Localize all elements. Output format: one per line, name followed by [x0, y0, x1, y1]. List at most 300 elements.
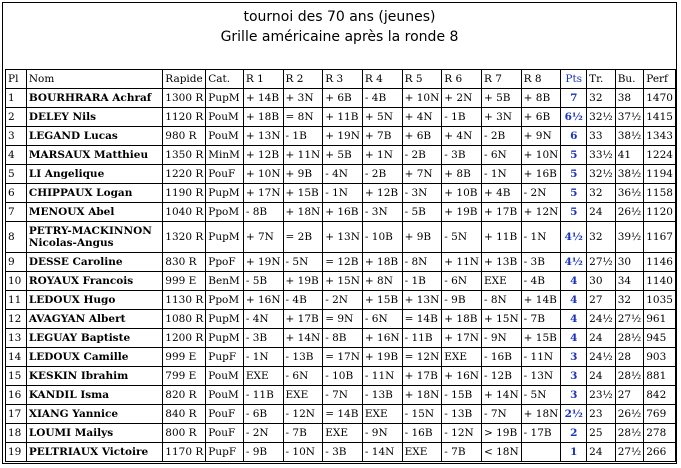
round-result-cell: + 11N [283, 146, 323, 165]
round-result-cell: + 8B [442, 165, 482, 184]
performance-cell: 1224 [644, 146, 676, 165]
place-cell: 5 [6, 165, 27, 184]
round-result-cell: + 8B [521, 89, 561, 108]
table-row [6, 386, 676, 405]
points-cell: 4 [561, 310, 587, 329]
category-cell: PupF [206, 443, 244, 462]
round-result-cell: = 12N [402, 348, 442, 367]
round-result-cell: + 12N [521, 203, 561, 222]
round-result-cell: - 4N [323, 165, 363, 184]
round-result-cell: + 15B [521, 329, 561, 348]
category-cell: PupF [206, 348, 244, 367]
category-cell: PouF [206, 424, 244, 443]
round-result-cell [521, 443, 561, 462]
category-cell: PouF [206, 405, 244, 424]
rating-cell: 1080 R [163, 310, 206, 329]
tiebreak-tr-cell: 24½ [587, 310, 616, 329]
tiebreak-bu-cell: 27 [615, 386, 644, 405]
performance-cell: 1470 [644, 89, 676, 108]
place-cell: 15 [6, 367, 27, 386]
rating-cell: 820 R [163, 386, 206, 405]
player-name-cell: LEGUAY Baptiste [26, 329, 162, 348]
round-result-cell: + 19B [442, 203, 482, 222]
table-row [6, 424, 676, 443]
standings-body [6, 89, 676, 462]
tiebreak-tr-cell: 23 [587, 405, 616, 424]
round-result-cell: + 17B [402, 367, 442, 386]
round-result-cell: + 9N [521, 127, 561, 146]
rating-cell: 1300 R [163, 89, 206, 108]
performance-cell: 945 [644, 329, 676, 348]
tiebreak-bu-cell: 28 [615, 348, 644, 367]
tiebreak-bu-cell: 26½ [615, 203, 644, 222]
round-result-cell: - 9N [362, 424, 402, 443]
round-result-cell: - 6N [481, 146, 521, 165]
tiebreak-bu-cell: 41 [615, 146, 644, 165]
points-cell: 4 [561, 272, 587, 291]
category-cell: PupM [206, 329, 244, 348]
table-row [6, 272, 676, 291]
table-row [6, 108, 676, 127]
round-result-cell: - 3N [402, 184, 442, 203]
column-header: R 8 [521, 70, 561, 89]
performance-cell: 961 [644, 310, 676, 329]
round-result-cell: > 19B [481, 424, 521, 443]
round-result-cell: - 11B [243, 386, 283, 405]
round-result-cell: + 19N [323, 127, 363, 146]
round-result-cell: + 5N [362, 108, 402, 127]
round-result-cell: - 9B [442, 291, 482, 310]
points-cell: 1 [561, 443, 587, 462]
round-result-cell: + 13N [243, 127, 283, 146]
performance-cell: 903 [644, 348, 676, 367]
place-cell: 1 [6, 89, 27, 108]
points-cell: 5 [561, 165, 587, 184]
place-cell: 8 [6, 222, 27, 253]
tiebreak-tr-cell: 23½ [587, 386, 616, 405]
points-cell: 5 [561, 184, 587, 203]
round-result-cell: + 15N [323, 272, 363, 291]
round-result-cell: + 15B [362, 291, 402, 310]
round-result-cell: + 13N [323, 222, 363, 253]
tiebreak-tr-cell: 24 [587, 367, 616, 386]
table-row [6, 367, 676, 386]
performance-cell: 1194 [644, 165, 676, 184]
column-header: Pts [561, 70, 587, 89]
tiebreak-tr-cell: 24 [587, 203, 616, 222]
table-row [6, 443, 676, 462]
round-result-cell: EXE [323, 424, 363, 443]
round-result-cell: - 3B [323, 443, 363, 462]
round-result-cell: - 13B [283, 348, 323, 367]
table-row [6, 165, 676, 184]
round-result-cell: - 2N [243, 424, 283, 443]
tiebreak-bu-cell: 37½ [615, 108, 644, 127]
rating-cell: 999 E [163, 272, 206, 291]
player-name-cell: MENOUX Abel [26, 203, 162, 222]
round-result-cell: = 14B [323, 405, 363, 424]
table-row [6, 127, 676, 146]
round-result-cell: + 14B [243, 89, 283, 108]
player-name-cell: PETRY-MACKINNON Nicolas-Angus [26, 222, 162, 253]
round-result-cell: EXE [243, 367, 283, 386]
round-result-cell: + 17B [283, 310, 323, 329]
column-header: Bu. [615, 70, 644, 89]
performance-cell: 1120 [644, 203, 676, 222]
points-cell: 6 [561, 127, 587, 146]
performance-cell: 881 [644, 367, 676, 386]
round-result-cell: - 12B [481, 367, 521, 386]
tiebreak-tr-cell: 24 [587, 329, 616, 348]
round-result-cell: + 7N [243, 222, 283, 253]
place-cell: 9 [6, 253, 27, 272]
round-result-cell: - 12N [283, 405, 323, 424]
rating-cell: 1170 R [163, 443, 206, 462]
place-cell: 19 [6, 443, 27, 462]
round-result-cell: + 17B [481, 203, 521, 222]
round-result-cell: + 4B [481, 184, 521, 203]
place-cell: 2 [6, 108, 27, 127]
rating-cell: 840 R [163, 405, 206, 424]
place-cell: 4 [6, 146, 27, 165]
place-cell: 14 [6, 348, 27, 367]
round-result-cell: - 1B [402, 272, 442, 291]
category-cell: PouM [206, 108, 244, 127]
place-cell: 12 [6, 310, 27, 329]
table-row [6, 329, 676, 348]
place-cell: 18 [6, 424, 27, 443]
player-name-cell: DELEY Nils [26, 108, 162, 127]
round-result-cell: + 17N [243, 184, 283, 203]
round-result-cell: + 11B [481, 222, 521, 253]
table-row [6, 184, 676, 203]
round-result-cell: + 5B [481, 89, 521, 108]
category-cell: PpoM [206, 203, 244, 222]
points-cell: 5 [561, 203, 587, 222]
category-cell: PupM [206, 222, 244, 253]
round-result-cell: - 9N [481, 329, 521, 348]
round-result-cell: - 1N [521, 222, 561, 253]
round-result-cell: + 7N [402, 165, 442, 184]
round-result-cell: - 3B [243, 329, 283, 348]
round-result-cell: + 4N [402, 108, 442, 127]
tiebreak-bu-cell: 28½ [615, 329, 644, 348]
points-cell: 3 [561, 386, 587, 405]
tiebreak-bu-cell: 34 [615, 272, 644, 291]
rating-cell: 1190 R [163, 184, 206, 203]
performance-cell: 769 [644, 405, 676, 424]
round-result-cell: + 6B [402, 127, 442, 146]
place-cell: 16 [6, 386, 27, 405]
place-cell: 6 [6, 184, 27, 203]
round-result-cell: + 16N [442, 367, 482, 386]
tiebreak-tr-cell: 32 [587, 222, 616, 253]
round-result-cell: + 15B [283, 184, 323, 203]
round-result-cell: + 15N [481, 310, 521, 329]
table-row [6, 405, 676, 424]
round-result-cell: + 16N [243, 291, 283, 310]
rating-cell: 1120 R [163, 108, 206, 127]
round-result-cell: - 5B [243, 272, 283, 291]
round-result-cell: + 16N [362, 329, 402, 348]
round-result-cell: + 4N [442, 127, 482, 146]
round-result-cell: + 6B [323, 89, 363, 108]
tiebreak-tr-cell: 24 [587, 443, 616, 462]
player-name-cell: KANDIL Isma [26, 386, 162, 405]
points-cell: 6½ [561, 108, 587, 127]
round-result-cell: - 13B [362, 386, 402, 405]
round-result-cell: - 3B [442, 146, 482, 165]
round-result-cell: - 16B [402, 424, 442, 443]
tiebreak-tr-cell: 32½ [587, 108, 616, 127]
round-result-cell: + 18N [402, 386, 442, 405]
place-cell: 17 [6, 405, 27, 424]
tiebreak-tr-cell: 24½ [587, 348, 616, 367]
round-result-cell: = 17N [323, 348, 363, 367]
tiebreak-bu-cell: 28½ [615, 367, 644, 386]
player-name-cell: LEDOUX Camille [26, 348, 162, 367]
round-result-cell: < 18N [481, 443, 521, 462]
tiebreak-tr-cell: 25 [587, 424, 616, 443]
standings-table [5, 69, 676, 462]
round-result-cell: + 8N [362, 272, 402, 291]
round-result-cell: = 12B [323, 253, 363, 272]
round-result-cell: EXE [442, 348, 482, 367]
performance-cell: 266 [644, 443, 676, 462]
round-result-cell: + 6B [521, 108, 561, 127]
round-result-cell: + 18B [243, 108, 283, 127]
performance-cell: 1146 [644, 253, 676, 272]
round-result-cell: + 1N [362, 146, 402, 165]
round-result-cell: + 18B [442, 310, 482, 329]
round-result-cell: + 5B [323, 146, 363, 165]
category-cell: PouM [206, 367, 244, 386]
round-result-cell: + 12B [243, 146, 283, 165]
rating-cell: 800 R [163, 424, 206, 443]
round-result-cell: + 17N [442, 329, 482, 348]
round-result-cell: + 13B [481, 253, 521, 272]
round-result-cell: - 2N [521, 184, 561, 203]
category-cell: PpoM [206, 291, 244, 310]
round-result-cell: - 5N [283, 253, 323, 272]
round-result-cell: - 6N [362, 310, 402, 329]
place-cell: 7 [6, 203, 27, 222]
points-cell: 4½ [561, 222, 587, 253]
column-header: R 1 [243, 70, 283, 89]
round-result-cell: - 6B [243, 405, 283, 424]
points-cell: 3 [561, 367, 587, 386]
tiebreak-bu-cell: 28½ [615, 424, 644, 443]
round-result-cell: + 9B [402, 222, 442, 253]
category-cell: PouM [206, 386, 244, 405]
round-result-cell: + 16B [323, 203, 363, 222]
player-name-cell: LI Angelique [26, 165, 162, 184]
round-result-cell: + 13N [402, 291, 442, 310]
round-result-cell: + 19N [243, 253, 283, 272]
tiebreak-tr-cell: 33½ [587, 146, 616, 165]
tiebreak-tr-cell: 32 [587, 184, 616, 203]
column-header: R 6 [442, 70, 482, 89]
round-result-cell: - 13B [442, 405, 482, 424]
tiebreak-bu-cell: 38 [615, 89, 644, 108]
tiebreak-bu-cell: 32 [615, 291, 644, 310]
round-result-cell: + 10B [442, 184, 482, 203]
category-cell: PupM [206, 184, 244, 203]
round-result-cell: = 8N [283, 108, 323, 127]
tiebreak-bu-cell: 26½ [615, 405, 644, 424]
round-result-cell: - 11N [362, 367, 402, 386]
round-result-cell: - 7N [323, 386, 363, 405]
tiebreak-tr-cell: 27½ [587, 253, 616, 272]
round-result-cell: + 12B [362, 184, 402, 203]
round-result-cell: = 14B [402, 310, 442, 329]
performance-cell: 1167 [644, 222, 676, 253]
round-result-cell: - 5N [521, 386, 561, 405]
round-result-cell: - 2B [402, 146, 442, 165]
round-result-cell: - 16B [481, 348, 521, 367]
round-result-cell: - 4N [243, 310, 283, 329]
round-result-cell: - 1N [323, 184, 363, 203]
round-result-cell: - 7N [481, 405, 521, 424]
category-cell: PupM [206, 310, 244, 329]
tiebreak-tr-cell: 30 [587, 272, 616, 291]
column-header: R 4 [362, 70, 402, 89]
table-row [6, 222, 676, 253]
table-row [6, 348, 676, 367]
column-header: Pl [6, 70, 27, 89]
table-row [6, 89, 676, 108]
table-row [6, 203, 676, 222]
points-cell: 3 [561, 348, 587, 367]
category-cell: PpoF [206, 253, 244, 272]
round-result-cell: - 1N [481, 165, 521, 184]
round-result-cell: + 10N [243, 165, 283, 184]
tiebreak-tr-cell: 32 [587, 89, 616, 108]
table-row [6, 146, 676, 165]
round-result-cell: - 10N [283, 443, 323, 462]
category-cell: BenM [206, 272, 244, 291]
round-result-cell: - 4B [521, 272, 561, 291]
round-result-cell: - 17B [521, 424, 561, 443]
round-result-cell: - 3N [362, 203, 402, 222]
round-result-cell: - 1B [283, 127, 323, 146]
rating-cell: 1220 R [163, 165, 206, 184]
round-result-cell: + 10N [402, 89, 442, 108]
round-result-cell: - 2B [481, 127, 521, 146]
category-cell: MinM [206, 146, 244, 165]
round-result-cell: EXE [283, 386, 323, 405]
round-result-cell: + 9B [283, 165, 323, 184]
player-name-cell: LEDOUX Hugo [26, 291, 162, 310]
player-name-cell: XIANG Yannice [26, 405, 162, 424]
tiebreak-bu-cell: 30 [615, 253, 644, 272]
category-cell: PupM [206, 89, 244, 108]
player-name-cell: KESKIN Ibrahim [26, 367, 162, 386]
round-result-cell: + 19B [283, 272, 323, 291]
round-result-cell: + 14N [283, 329, 323, 348]
round-result-cell: + 19B [362, 348, 402, 367]
round-result-cell: EXE [362, 405, 402, 424]
round-result-cell: - 4B [283, 291, 323, 310]
table-row [6, 310, 676, 329]
tiebreak-bu-cell: 36½ [615, 184, 644, 203]
round-result-cell: - 8B [323, 329, 363, 348]
results-sheet [2, 2, 677, 464]
round-result-cell: + 11B [323, 108, 363, 127]
round-result-cell: + 14B [521, 291, 561, 310]
category-cell: PouF [206, 165, 244, 184]
player-name-cell: LEGAND Lucas [26, 127, 162, 146]
round-result-cell: - 9B [243, 443, 283, 462]
round-result-cell: - 7B [283, 424, 323, 443]
round-result-cell: - 5B [402, 203, 442, 222]
round-result-cell: - 15N [402, 405, 442, 424]
tiebreak-bu-cell: 27½ [615, 310, 644, 329]
round-result-cell: = 2B [283, 222, 323, 253]
tiebreak-bu-cell: 38½ [615, 165, 644, 184]
round-result-cell: + 2N [442, 89, 482, 108]
round-result-cell: + 18B [362, 253, 402, 272]
round-result-cell: - 13N [521, 367, 561, 386]
performance-cell: 1035 [644, 291, 676, 310]
place-cell: 10 [6, 272, 27, 291]
tiebreak-bu-cell: 27½ [615, 443, 644, 462]
place-cell: 3 [6, 127, 27, 146]
round-result-cell: - 11N [521, 348, 561, 367]
round-result-cell: - 3B [521, 253, 561, 272]
place-cell: 13 [6, 329, 27, 348]
round-result-cell: + 11N [442, 253, 482, 272]
round-result-cell: + 3N [481, 108, 521, 127]
rating-cell: 830 R [163, 253, 206, 272]
column-header: R 5 [402, 70, 442, 89]
points-cell: 4 [561, 291, 587, 310]
points-cell: 4½ [561, 253, 587, 272]
place-cell: 11 [6, 291, 27, 310]
round-result-cell: - 10B [362, 222, 402, 253]
tiebreak-bu-cell: 38½ [615, 127, 644, 146]
column-header: Tr. [587, 70, 616, 89]
column-header: Perf [644, 70, 676, 89]
round-result-cell: - 5N [442, 222, 482, 253]
player-name-cell: DESSE Caroline [26, 253, 162, 272]
player-name-cell: ROYAUX Francois [26, 272, 162, 291]
performance-cell: 842 [644, 386, 676, 405]
title-block [3, 7, 676, 47]
round-result-cell: + 14N [481, 386, 521, 405]
points-cell: 5 [561, 146, 587, 165]
round-result-cell: - 12N [442, 424, 482, 443]
player-name-cell: BOURHRARA Achraf [26, 89, 162, 108]
points-cell: 7 [561, 89, 587, 108]
rating-cell: 999 E [163, 348, 206, 367]
round-result-cell: - 8N [402, 253, 442, 272]
tiebreak-tr-cell: 32½ [587, 165, 616, 184]
tournament-title: tournoi des 70 ans (jeunes) [243, 9, 436, 25]
rating-cell: 1040 R [163, 203, 206, 222]
round-result-cell: - 8B [243, 203, 283, 222]
round-result-cell: - 6N [442, 272, 482, 291]
round-result-cell: - 11B [402, 329, 442, 348]
column-header: Cat. [206, 70, 244, 89]
round-result-cell: - 8N [481, 291, 521, 310]
round-result-cell: - 2B [362, 165, 402, 184]
column-header: R 3 [323, 70, 363, 89]
rating-cell: 799 E [163, 367, 206, 386]
round-result-cell: - 1N [243, 348, 283, 367]
round-result-cell: + 7B [362, 127, 402, 146]
player-name-cell: MARSAUX Matthieu [26, 146, 162, 165]
